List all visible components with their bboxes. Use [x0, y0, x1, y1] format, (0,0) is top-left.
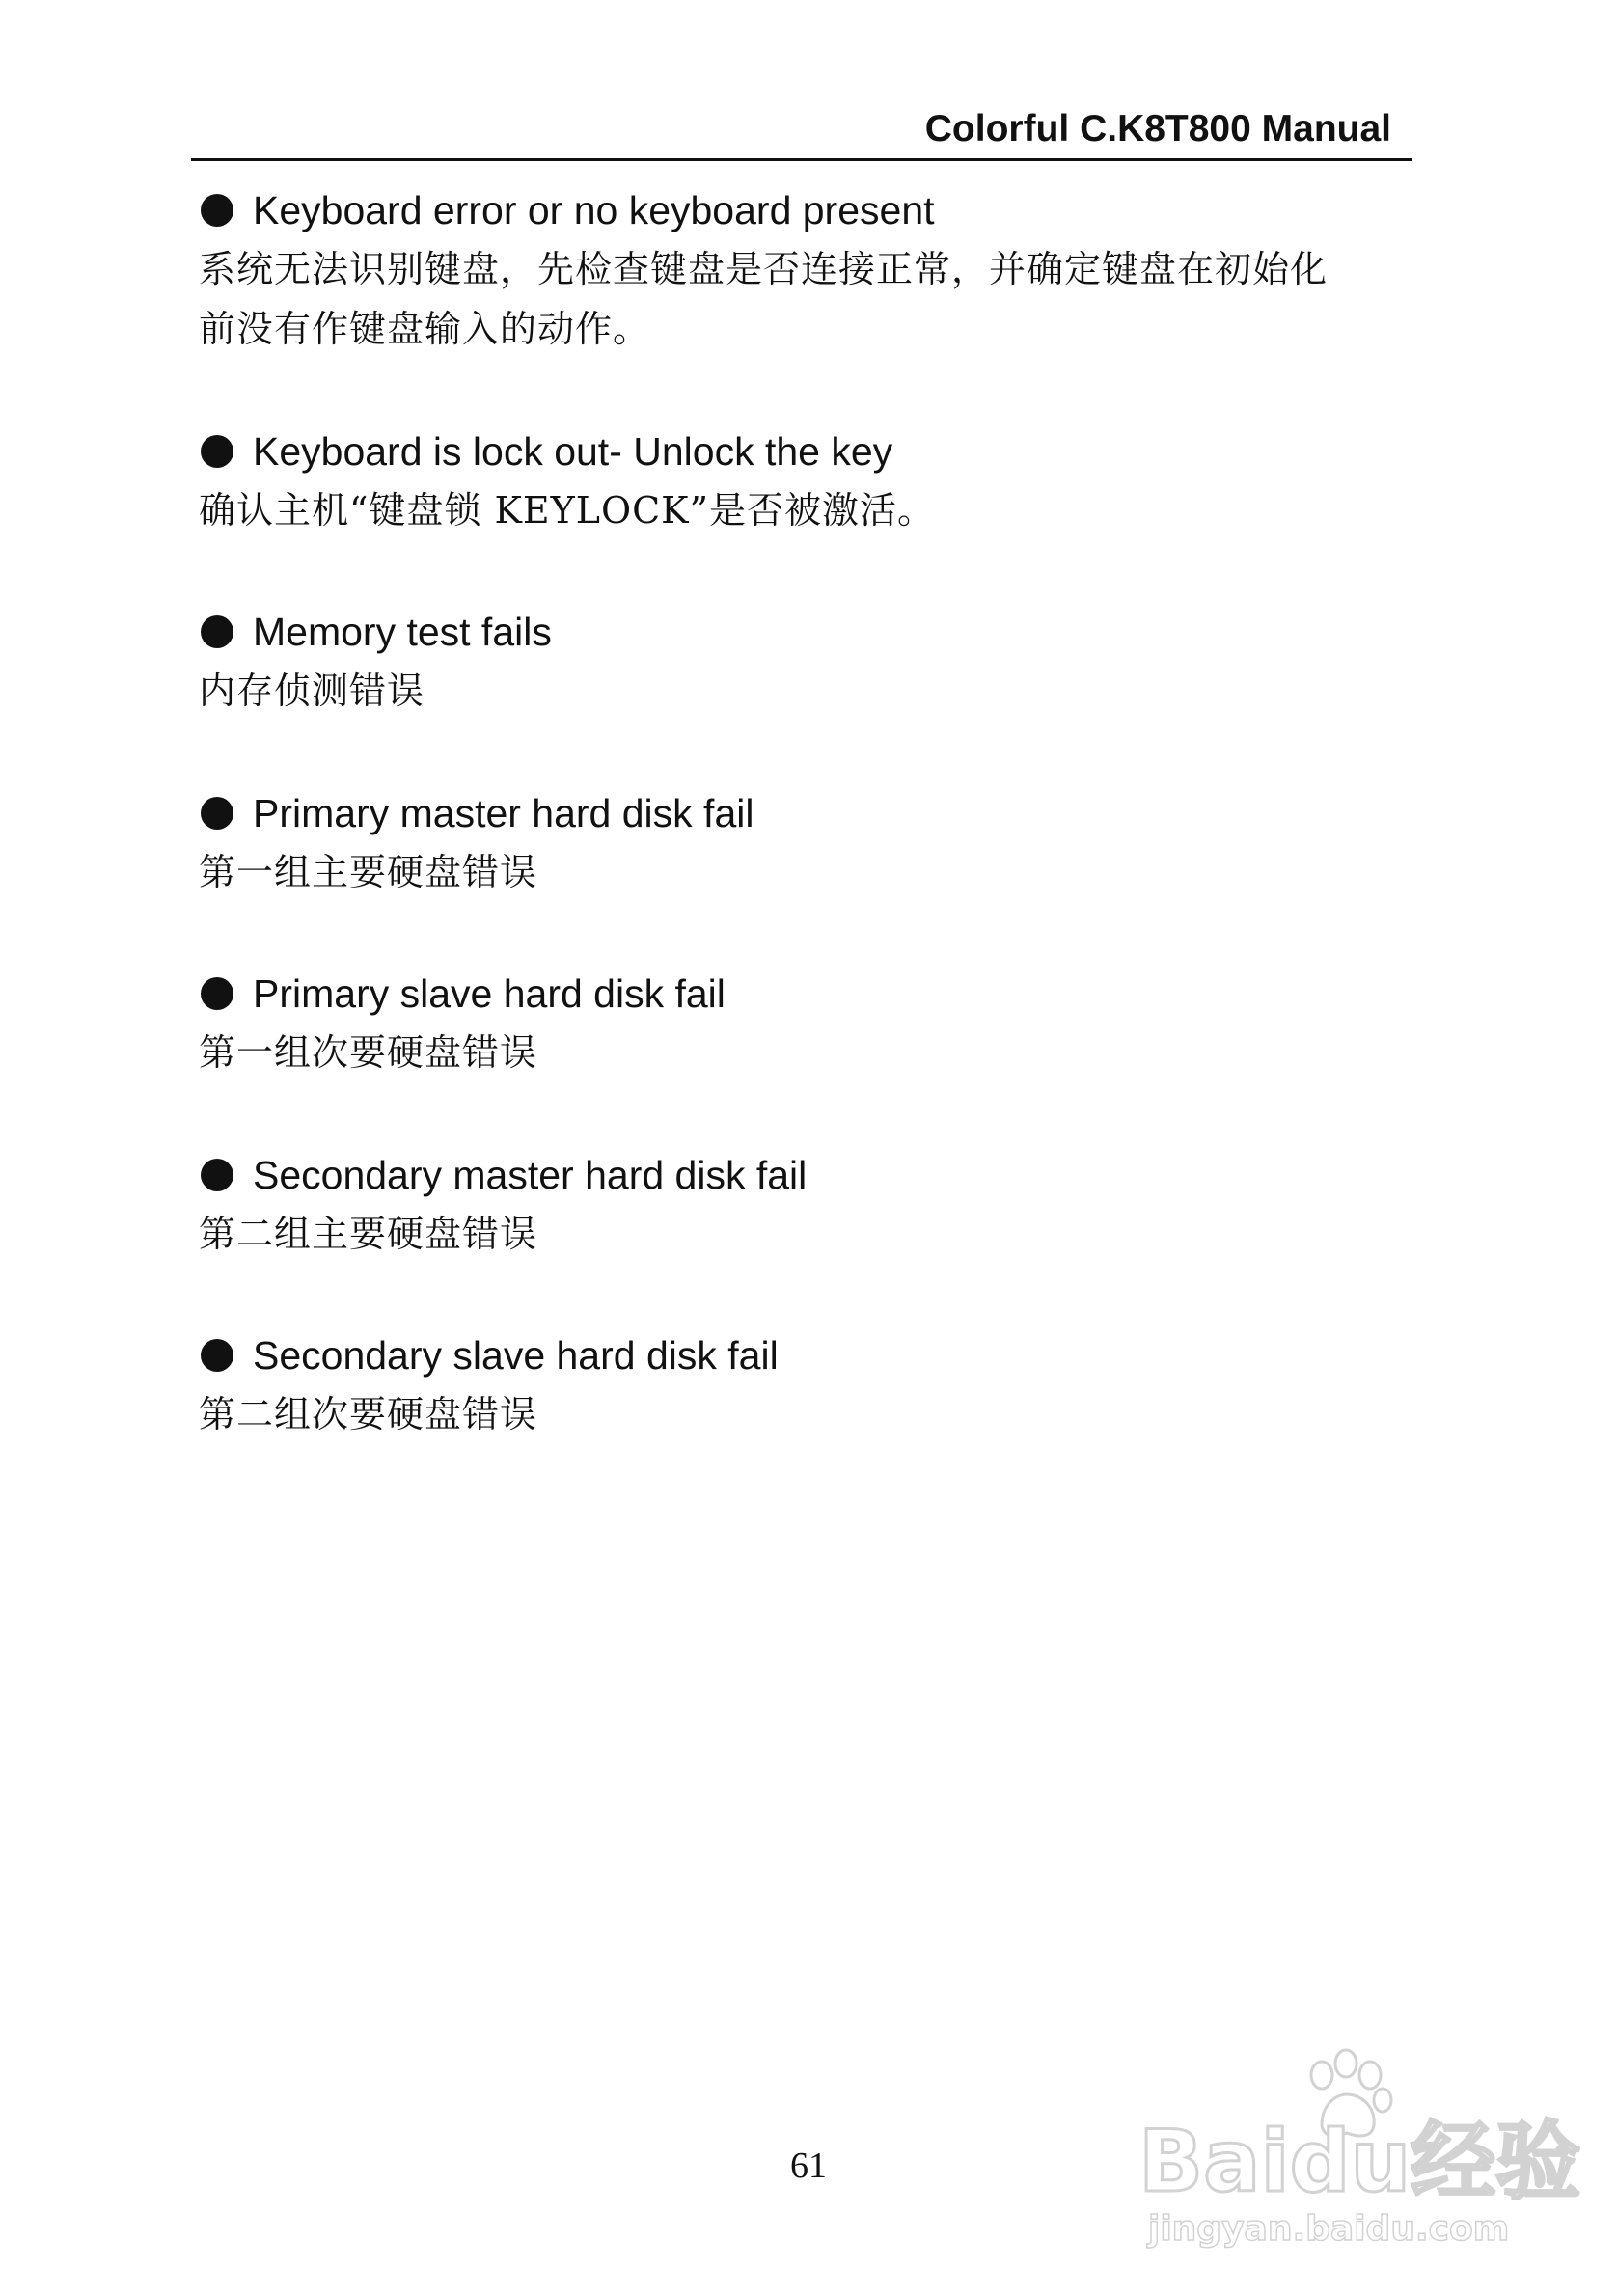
watermark-url: jingyan.baidu.com — [1148, 2209, 1510, 2249]
entry-secondary-slave — [199, 1328, 1434, 1444]
page-number: 61 — [790, 2146, 827, 2186]
entry-primary-slave — [199, 967, 1434, 1082]
entry-title: Keyboard error or no keyboard present — [253, 188, 935, 232]
entry-title: Secondary slave hard disk fail — [253, 1333, 779, 1378]
entry-title: Memory test fails — [253, 610, 552, 654]
manual-title: Colorful C.K8T800 Manual — [924, 108, 1391, 150]
entry-title: Secondary master hard disk fail — [253, 1153, 808, 1197]
entry-description: 第一组次要硬盘错误 — [199, 1031, 538, 1074]
bullet-icon — [201, 435, 233, 468]
page-header — [191, 104, 1412, 161]
entry-memory-test — [199, 605, 1434, 721]
entry-title: Primary master hard disk fail — [253, 791, 754, 835]
bullet-icon — [201, 194, 233, 227]
bullet-icon — [201, 977, 233, 1010]
baidu-watermark — [1138, 2040, 1581, 2253]
entry-heading — [199, 967, 1434, 1021]
bullet-icon — [201, 1339, 233, 1372]
bullet-icon — [201, 797, 233, 830]
bullet-icon — [201, 1159, 233, 1191]
entry-keyboard-error — [199, 183, 1434, 359]
entry-secondary-master — [199, 1148, 1434, 1264]
entry-description: 第二组主要硬盘错误 — [199, 1213, 538, 1255]
entry-title: Keyboard is lock out- Unlock the key — [253, 429, 893, 474]
watermark-brand: Baidu经验 — [1138, 2112, 1581, 2211]
entry-heading — [199, 424, 1434, 478]
entry-heading — [199, 183, 1434, 237]
entry-description: 内存侦测错误 — [199, 670, 425, 712]
entry-heading — [199, 605, 1434, 659]
entry-heading — [199, 1328, 1434, 1382]
entry-primary-master — [199, 786, 1434, 902]
entry-keyboard-lock — [199, 424, 1434, 540]
entry-description: 第一组主要硬盘错误 — [199, 851, 538, 893]
entry-title: Primary slave hard disk fail — [253, 971, 726, 1016]
entry-description: 系统无法识别键盘，先检查键盘是否连接正常，并确定键盘在初始化 前没有作键盘输入的动作。 — [199, 248, 1329, 350]
bullet-icon — [201, 615, 233, 648]
entry-description: 第二组次要硬盘错误 — [199, 1393, 538, 1435]
entry-heading — [199, 786, 1434, 840]
entry-heading — [199, 1148, 1434, 1202]
entry-description: 确认主机“键盘锁 KEYLOCK”是否被激活。 — [199, 489, 935, 532]
